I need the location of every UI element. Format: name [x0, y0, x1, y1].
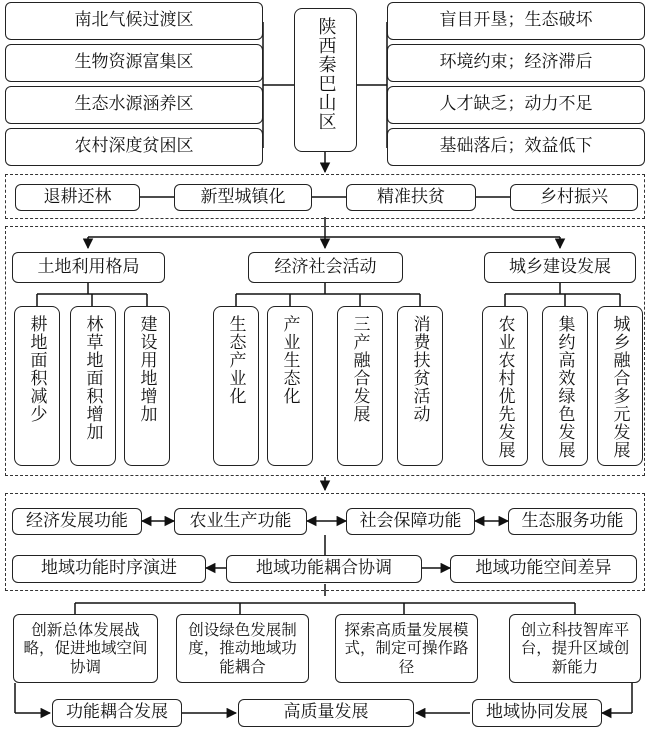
coupling-left-box [12, 555, 206, 583]
economy-item-4 [397, 306, 443, 466]
outcome-label: 功能耦合发展 [66, 702, 168, 723]
function-label: 生态服务功能 [521, 510, 624, 531]
region-label: 农村深度贫困区 [74, 136, 194, 157]
item-label: 消费扶贫活动 [409, 315, 430, 423]
function-box-1 [12, 508, 142, 535]
outcome-label: 高质量发展 [283, 702, 369, 723]
issue-box-3 [387, 86, 645, 124]
policy-box-1 [15, 184, 140, 211]
land-use-item-1 [14, 306, 60, 466]
strategy-label: 创设绿色发展制度，推动地域功能耦合 [188, 620, 297, 676]
economy-item-3 [337, 306, 383, 466]
economy-box [248, 252, 403, 283]
item-label: 耕地面积减少 [26, 315, 47, 423]
economy-item-2 [267, 306, 313, 466]
coupling-right-box [450, 555, 637, 583]
strategy-box-1 [13, 614, 158, 683]
urban-rural-box [484, 252, 636, 283]
policy-box-3 [346, 184, 476, 211]
item-label: 城乡融合多元发展 [609, 315, 630, 459]
region-label: 南北气候过渡区 [74, 10, 194, 31]
policy-box-2 [174, 184, 312, 211]
issue-box-2 [387, 44, 645, 82]
policy-label: 乡村振兴 [540, 186, 608, 207]
issue-box-1 [387, 2, 645, 40]
issue-label: 盲目开垦；生态破坏 [439, 10, 593, 31]
function-box-3 [346, 508, 475, 535]
coupling-center-box [226, 555, 422, 583]
urban-rural-item-3 [597, 306, 643, 466]
policy-label: 退耕还林 [43, 186, 112, 207]
issue-box-4 [387, 128, 645, 166]
item-label: 建设用地增加 [136, 315, 157, 423]
region-box-2 [5, 44, 263, 82]
outcome-label: 地域协同发展 [486, 702, 588, 723]
strategy-label: 创立科技智库平台，提升区域创新能力 [520, 620, 630, 676]
land-use-item-3 [124, 306, 170, 466]
category-label: 土地利用格局 [37, 256, 140, 277]
urban-rural-item-1 [482, 306, 528, 466]
region-label: 生物资源富集区 [74, 52, 194, 73]
item-label: 集约高效绿色发展 [554, 315, 575, 459]
land-use-box [12, 252, 165, 283]
item-label: 生态产业化 [225, 315, 246, 405]
policy-label: 新型城镇化 [200, 186, 286, 207]
region-box-4 [5, 128, 263, 166]
economy-item-1 [213, 306, 259, 466]
outcome-left-box [52, 699, 182, 727]
coupling-label: 地域功能时序演进 [41, 558, 177, 579]
land-use-item-2 [70, 306, 116, 466]
policy-label: 精准扶贫 [377, 186, 445, 207]
function-box-2 [174, 508, 307, 535]
item-label: 农业农村优先发展 [494, 315, 515, 459]
region-label: 生态水源涵养区 [74, 94, 194, 115]
function-label: 经济发展功能 [26, 510, 128, 531]
strategy-box-3 [335, 614, 478, 683]
center-region-box [294, 8, 357, 152]
coupling-label: 地域功能空间差异 [475, 558, 612, 579]
issue-label: 环境约束；经济滞后 [439, 52, 593, 73]
outcome-center-box [238, 699, 414, 727]
item-label: 三产融合发展 [349, 315, 370, 423]
issue-label: 基础落后；效益低下 [439, 136, 593, 157]
strategy-label: 探索高质量发展模式，制定可操作路径 [344, 620, 469, 676]
region-box-3 [5, 86, 263, 124]
item-label: 产业生态化 [279, 315, 300, 405]
strategy-box-4 [509, 614, 641, 683]
strategy-label: 创新总体发展战略，促进地域空间协调 [23, 620, 148, 676]
urban-rural-item-2 [542, 306, 588, 466]
region-box-1 [5, 2, 263, 40]
outcome-right-box [472, 699, 602, 727]
policy-box-4 [510, 184, 638, 211]
category-label: 城乡建设发展 [509, 256, 611, 277]
function-box-4 [508, 508, 637, 535]
center-region-label: 陕西秦巴山区 [315, 17, 337, 131]
category-label: 经济社会活动 [274, 256, 377, 277]
function-label: 社会保障功能 [359, 510, 462, 531]
coupling-label: 地域功能耦合协调 [256, 558, 392, 579]
strategy-box-2 [176, 614, 309, 683]
issue-label: 人才缺乏；动力不足 [439, 94, 593, 115]
function-label: 农业生产功能 [189, 510, 292, 531]
item-label: 林草地面积增加 [82, 315, 103, 441]
